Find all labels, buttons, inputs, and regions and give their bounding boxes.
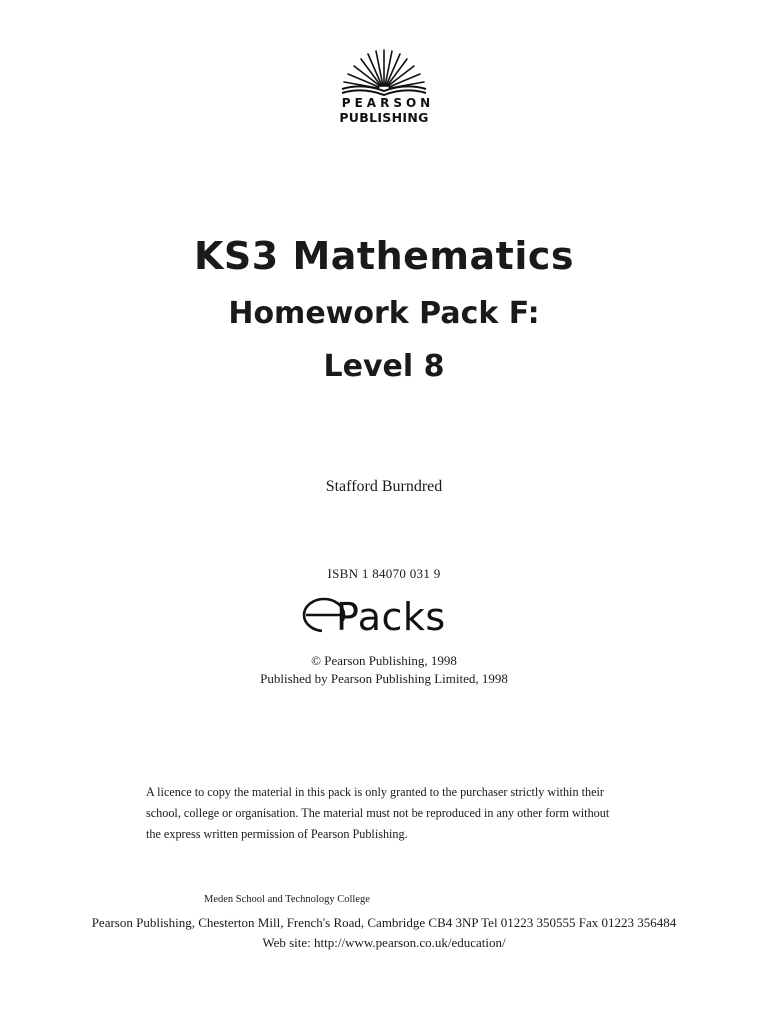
- document-subtitle-1: Homework Pack F:: [228, 296, 540, 331]
- licence-line: the express written permission of Pearson Publishing.: [146, 827, 408, 841]
- author-name: Stafford Burndred: [325, 478, 443, 495]
- document-subtitle-2: Level 8: [323, 349, 445, 384]
- published-line: Published by Pearson Publishing Limited, 1998: [260, 671, 508, 686]
- school-stamp: Meden School and Technology College: [204, 894, 370, 905]
- epacks-logo: [300, 588, 468, 638]
- publisher-name-line1: PEARSON: [341, 96, 435, 110]
- copyright-line: © Pearson Publishing, 1998: [311, 653, 457, 668]
- svg-text:Packs: Packs: [336, 595, 446, 638]
- licence-line: school, college or organisation. The material must not be reproduced in any other form without: [146, 806, 610, 820]
- publisher-name-line2: PUBLISHING: [339, 110, 429, 125]
- document-title: KS3 Mathematics: [193, 234, 574, 278]
- publisher-address: Pearson Publishing, Chesterton Mill, French's Road, Cambridge CB4 3NP Tel 01223 350555 Fax 01223 356484: [91, 915, 677, 930]
- licence-line: A licence to copy the material in this pack is only granted to the purchaser strictly within their: [146, 785, 604, 799]
- isbn: ISBN 1 84070 031 9: [327, 566, 441, 581]
- website-line: Web site: http://www.pearson.co.uk/education/: [262, 935, 506, 950]
- licence-paragraph: [146, 782, 636, 845]
- open-book-rays-icon: [340, 46, 428, 96]
